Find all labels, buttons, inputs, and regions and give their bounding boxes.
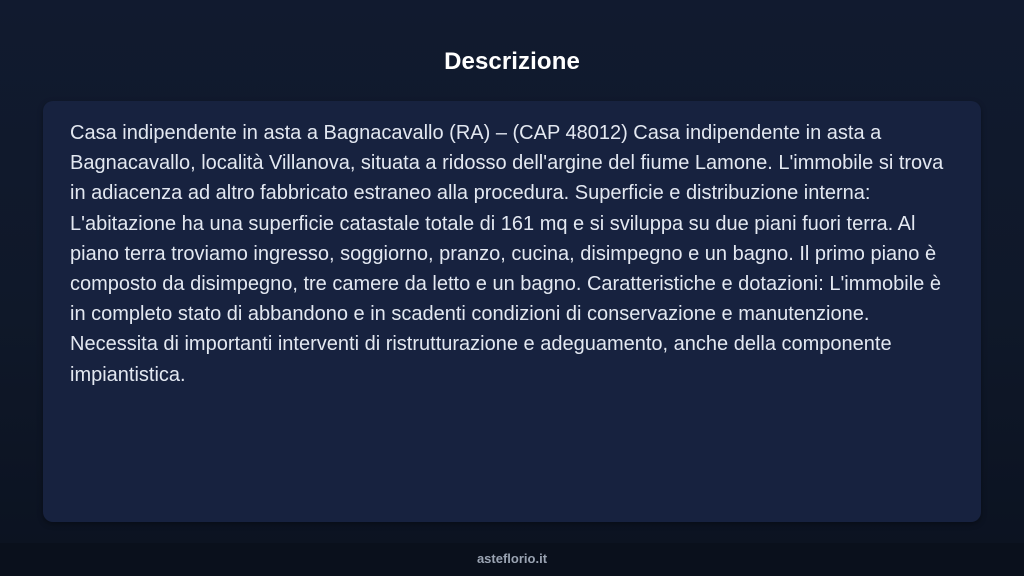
description-panel <box>43 101 981 522</box>
footer-site-name: asteflorio.it <box>476 551 548 566</box>
page-title: Descrizione <box>444 48 580 75</box>
footer-bar <box>0 543 1024 576</box>
description-text: Casa indipendente in asta a Bagnacavallo (RA) – (CAP 48012) Casa indipendente in asta a Bagnacavallo, località Villanova, situata a ridosso dell'argine del fiume Lamone. L'immobile si trova in adiacenza ad altro fabbricato estraneo alla procedura. Superficie e distribuzione interna: L'abitazione ha una superficie catastale totale di 161 mq e si sviluppa su due piani fuori terra. Al piano terra troviamo ingresso, soggiorno, pranzo, cucina, disimpegno e un bagno. Il primo piano è composto da disimpegno, tre camere da letto e un bagno. Caratteristiche e dotazioni: L'immobile è in completo stato di abbandono e in scadenti condizioni di conservazione e manutenzione. Necessita di importanti interventi di ristrutturazione e adeguamento, anche della componente impiantistica. <box>70 122 944 386</box>
